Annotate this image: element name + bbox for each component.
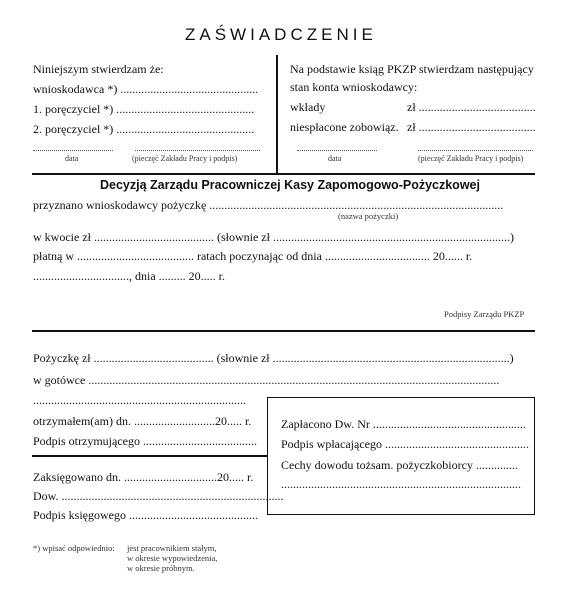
liabilities-field[interactable]: zł ....................................... [407, 120, 536, 134]
section-divider-top [32, 173, 535, 175]
guarantor-2-field[interactable]: 2. poręczyciel *) .............................................. [33, 122, 255, 136]
installments-field[interactable]: płatną w ....................................... ratach poczynając od dnia ................................... 20...... r. [33, 249, 473, 263]
applicant-field[interactable]: wnioskodawca *) .............................................. [33, 82, 259, 96]
left-stamp-caption: (pieczęć Zakładu Pracy i podpis) [132, 154, 238, 163]
paid-doc-number-field[interactable]: Zapłacono Dw. Nr ................................................... [281, 417, 526, 431]
loan-name-field[interactable]: przyznano wnioskodawcy pożyczkę .................................................................................................. [33, 198, 504, 212]
accountant-signature-field[interactable]: Podpis księgowego ........................................... [33, 508, 258, 522]
footnote-option-1: jest pracownikiem stałym, [127, 543, 217, 553]
section-divider-short [32, 455, 267, 457]
certify-intro: Niniejszym stwierdzam że: [33, 62, 164, 76]
vertical-divider [276, 55, 278, 175]
right-date-caption: data [328, 154, 342, 163]
right-stamp-line[interactable] [418, 150, 533, 151]
booked-date-field[interactable]: Zaksięgowano dn. ...............................20..... r. [33, 470, 254, 484]
document-title: ZAŚWIADCZENIE [185, 25, 377, 44]
left-date-caption: data [65, 154, 79, 163]
place-date-field[interactable]: ................................, dnia ......... 20..... r. [33, 269, 225, 283]
payment-box [267, 397, 535, 515]
right-stamp-caption: (pieczęć Zakładu Pracy i podpis) [418, 154, 524, 163]
cash-field[interactable]: w gotówce ......................................................................................................................................... [33, 373, 500, 387]
payout-amount-field[interactable]: Pożyczkę zł ........................................ (słownie zł ...............................................................................) [33, 351, 514, 365]
id-document-extra-line[interactable]: ................................................................................ [281, 477, 521, 491]
loan-amount-field[interactable]: w kwocie zł ........................................ (słownie zł ...............................................................................) [33, 230, 514, 244]
footnote-label: *) wpisać odpowiednio: [33, 543, 115, 553]
right-date-line[interactable] [297, 150, 377, 151]
board-signature-caption: Podpisy Zarządu PKZP [444, 309, 525, 319]
deposits-label: wkłady [290, 100, 326, 114]
payout-extra-line[interactable]: ....................................................................... [33, 393, 246, 407]
account-state-label: stan konta wnioskodawcy: [290, 80, 418, 94]
decision-heading: Decyzją Zarządu Pracowniczej Kasy Zapomogowo-Pożyczkowej [100, 178, 480, 192]
recipient-signature-field[interactable]: Podpis otrzymującego ...................................... [33, 434, 257, 448]
loan-name-caption: (nazwa pożyczki) [338, 211, 399, 221]
left-date-line[interactable] [33, 150, 113, 151]
footnote-option-2: w okresie wypowiedzenia, [127, 553, 218, 563]
document-number-field[interactable]: Dow. .......................................................................... [33, 489, 284, 503]
pkzp-statement: Na podstawie ksiąg PKZP stwierdzam następujący [290, 62, 534, 76]
footnote-option-3: w okresie próbnym. [127, 563, 195, 573]
payer-signature-field[interactable]: Podpis wpłacającego ................................................ [281, 437, 529, 451]
left-stamp-line[interactable] [135, 150, 260, 151]
section-divider-middle [32, 330, 535, 332]
guarantor-1-field[interactable]: 1. poręczyciel *) .............................................. [33, 102, 255, 116]
id-document-field[interactable]: Cechy dowodu tożsam. pożyczkobiorcy .............. [281, 458, 518, 472]
deposits-field[interactable]: zł ....................................... [407, 100, 536, 114]
received-date-field[interactable]: otrzymałem(am) dn. ...........................20..... r. [33, 414, 252, 428]
liabilities-label: niespłacone zobowiąz. [290, 120, 399, 134]
